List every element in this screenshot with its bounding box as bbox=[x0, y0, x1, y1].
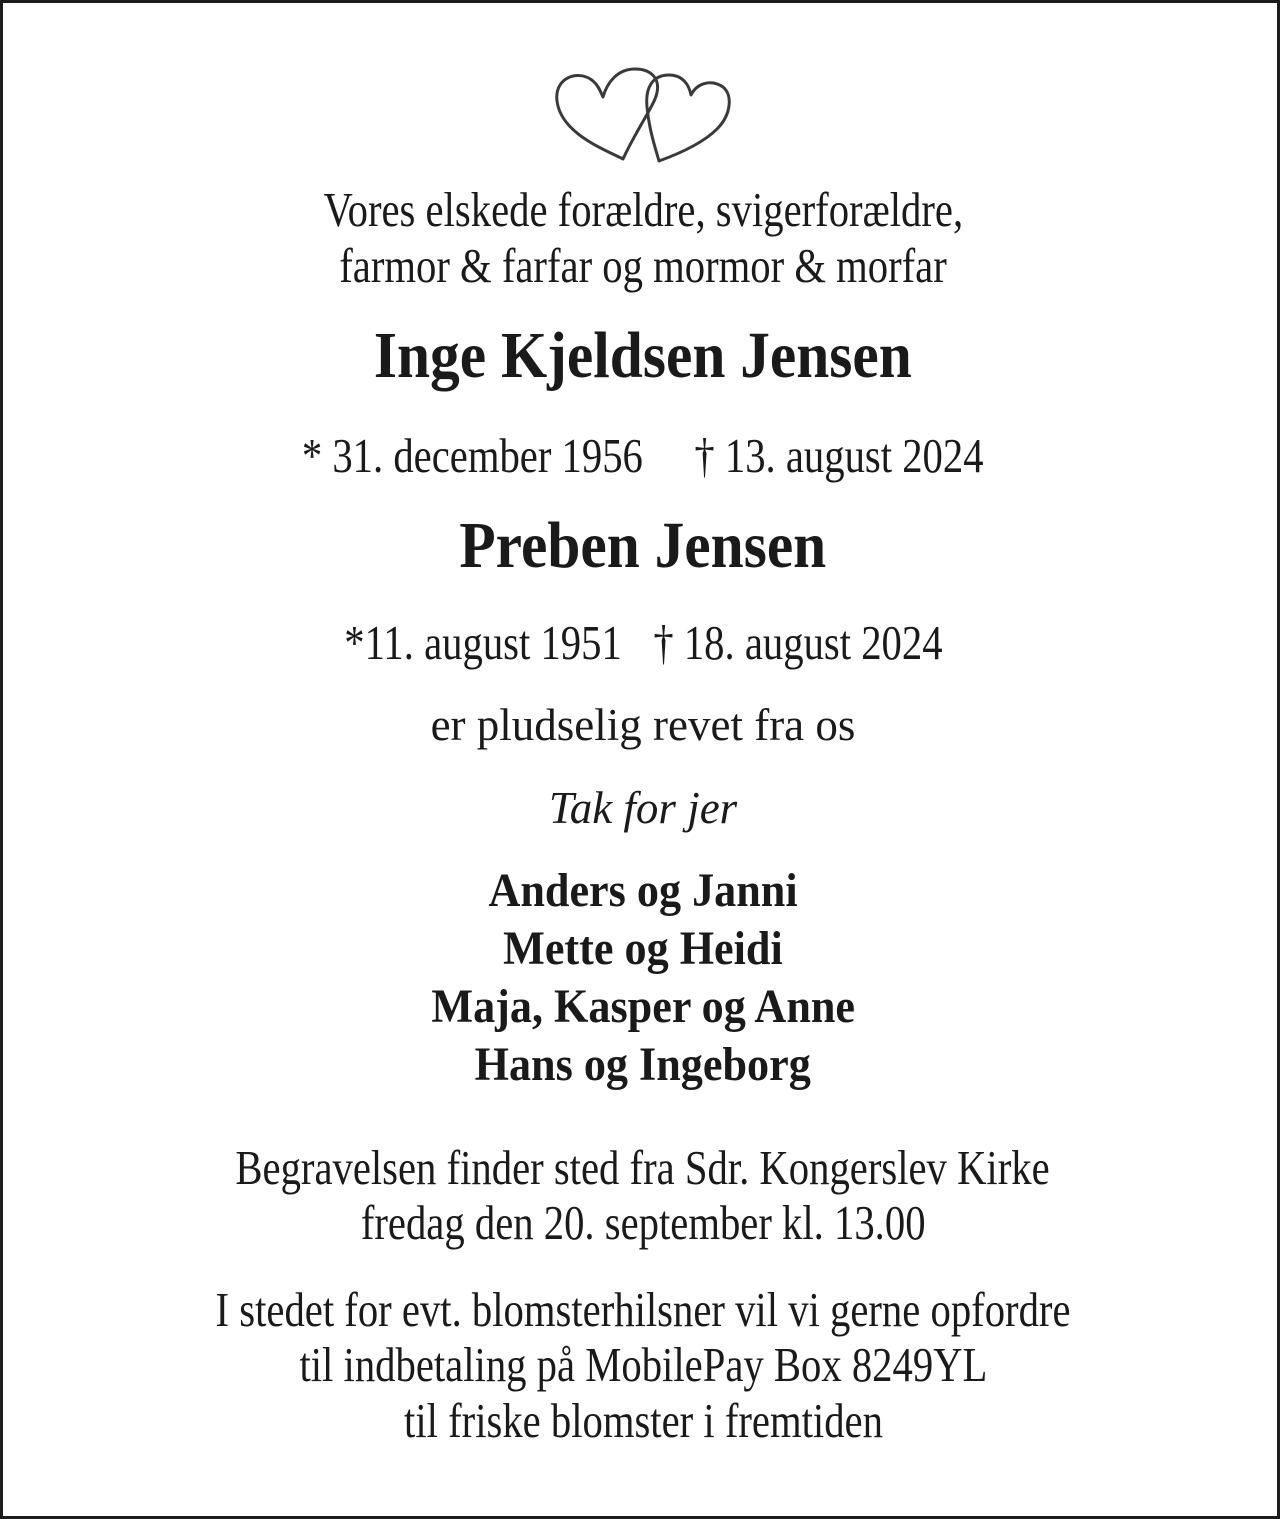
death-date-1: † 13. august 2024 bbox=[694, 428, 984, 483]
family-line-1: Anders og Janni bbox=[488, 864, 798, 917]
funeral-line-1: Begravelsen finder sted fra Sdr. Kongerslev Kirke bbox=[235, 1140, 1051, 1195]
dates-person-1 bbox=[3, 428, 1280, 483]
deceased-name-2: Preben Jensen bbox=[459, 509, 827, 582]
donation-line-1: I stedet for evt. blomsterhilsner vil vi gerne opfordre bbox=[215, 1282, 1071, 1337]
thanks-text: Tak for jer bbox=[548, 783, 738, 833]
donation-line-2: til indbetaling på MobilePay Box 8249YL bbox=[299, 1337, 987, 1392]
deceased-name-1: Inge Kjeldsen Jensen bbox=[374, 319, 912, 392]
death-date-2: † 18. august 2024 bbox=[652, 615, 943, 670]
intro-line-2: farmor & farfar og mormor & morfar bbox=[339, 238, 947, 293]
passing-text: er pludselig revet fra os bbox=[430, 700, 856, 750]
family-line-2: Mette og Heidi bbox=[503, 922, 783, 975]
family-line-3: Maja, Kasper og Anne bbox=[431, 980, 855, 1033]
donation-line-3: til friske blomster i fremtiden bbox=[403, 1393, 883, 1448]
dates-person-2 bbox=[3, 615, 1280, 670]
intro-line-1: Vores elskede forældre, svigerforældre, bbox=[323, 182, 963, 237]
double-hearts-icon bbox=[551, 63, 735, 163]
birth-date-1: * 31. december 1956 bbox=[302, 428, 644, 483]
family-line-4: Hans og Ingeborg bbox=[474, 1038, 812, 1091]
birth-date-2: *11. august 1951 bbox=[343, 615, 622, 670]
funeral-line-2: fredag den 20. september kl. 13.00 bbox=[360, 1195, 926, 1250]
